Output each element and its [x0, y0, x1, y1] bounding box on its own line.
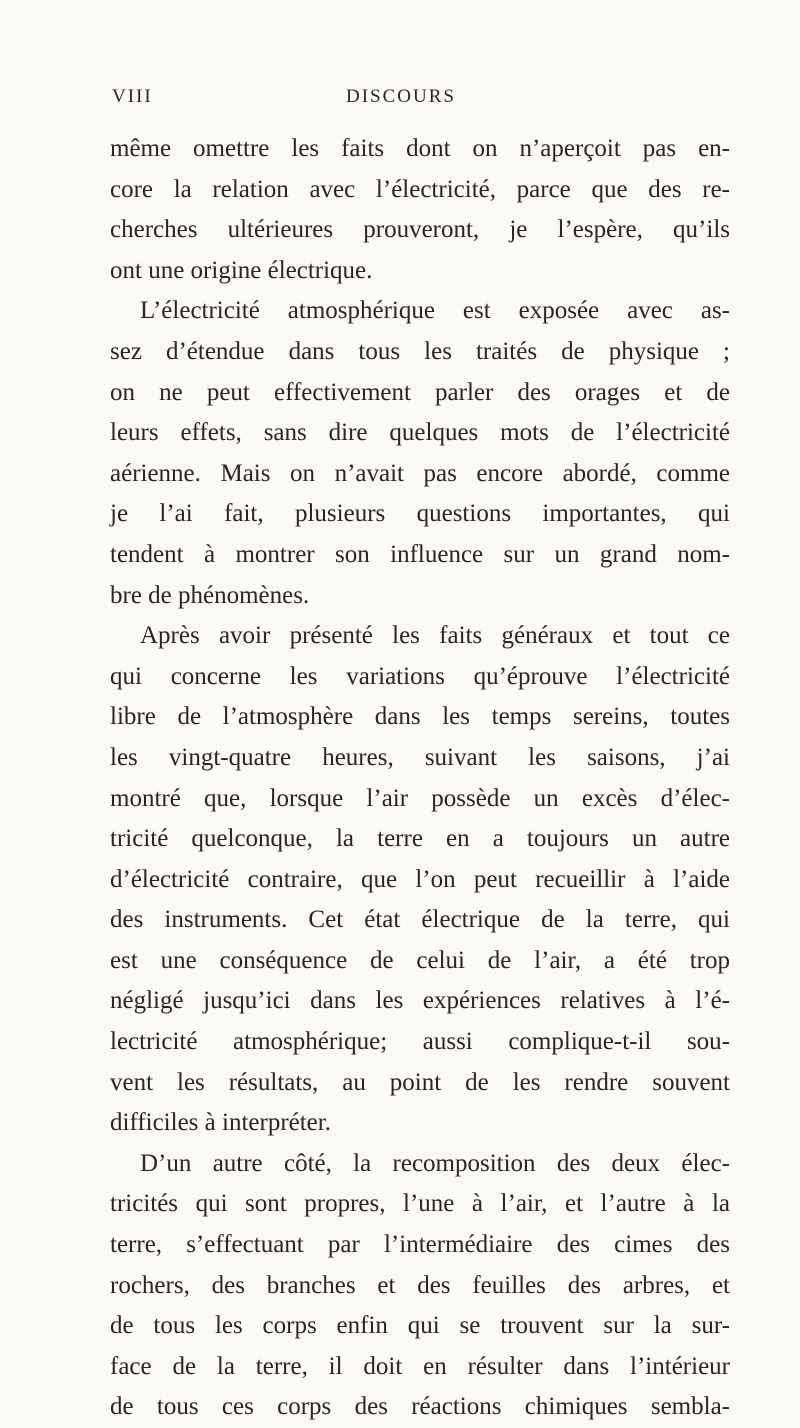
- running-title: DISCOURS: [346, 86, 456, 107]
- body-text: [110, 129, 730, 1428]
- text-line: difficiles à interpréter.: [110, 1109, 331, 1137]
- text-line: face de la terre, il doit en résulter dans l’intérieur: [110, 1352, 730, 1380]
- text-line: vent les résultats, au point de les rendre souvent: [110, 1068, 730, 1096]
- text-line: qui concerne les variations qu’éprouve l’électricité: [110, 662, 730, 690]
- page-number: VIII: [112, 86, 153, 107]
- text-line: de tous les corps enfin qui se trouvent sur la sur-: [110, 1312, 730, 1340]
- text-line: L’électricité atmosphérique est exposée avec as-: [140, 297, 730, 325]
- text-line: je l’ai fait, plusieurs questions importantes, qui: [110, 500, 730, 528]
- text-line: lectricité atmosphérique; aussi complique-t-il sou-: [110, 1028, 730, 1056]
- text-line: rochers, des branches et des feuilles des arbres, et: [110, 1271, 730, 1299]
- text-line: tricités qui sont propres, l’une à l’air, et l’autre à la: [110, 1190, 730, 1218]
- text-line: cherches ultérieures prouveront, je l’espère, qu’ils: [110, 216, 730, 244]
- text-line: aérienne. Mais on n’avait pas encore abordé, comme: [110, 459, 730, 487]
- text-line: même omettre les faits dont on n’aperçoit pas en-: [110, 135, 730, 162]
- text-line: négligé jusqu’ici dans les expériences relatives à l’é-: [110, 987, 730, 1015]
- text-line: tendent à montrer son influence sur un grand nom-: [110, 540, 730, 568]
- running-head: [112, 86, 712, 116]
- text-line: terre, s’effectuant par l’intermédiaire des cimes des: [110, 1231, 730, 1259]
- text-line: Après avoir présenté les faits généraux et tout ce: [140, 622, 730, 650]
- text-line: des instruments. Cet état électrique de la terre, qui: [110, 906, 730, 934]
- text-line: est une conséquence de celui de l’air, a été trop: [110, 946, 730, 974]
- text-line: bre de phénomènes.: [110, 581, 310, 609]
- text-line: on ne peut effectivement parler des orages et de: [110, 378, 730, 406]
- text-line: sez d’étendue dans tous les traités de physique ;: [110, 337, 730, 365]
- text-line: les vingt-quatre heures, suivant les saisons, j’ai: [110, 743, 730, 771]
- text-line: libre de l’atmosphère dans les temps sereins, toutes: [110, 703, 730, 731]
- text-line: tricité quelconque, la terre en a toujours un autre: [110, 825, 730, 853]
- text-line: montré que, lorsque l’air possède un excès d’élec-: [110, 784, 730, 812]
- text-line: de tous ces corps des réactions chimiques sembla-: [110, 1393, 730, 1421]
- text-line: d’électricité contraire, que l’on peut recueillir à l’aide: [110, 865, 730, 893]
- text-line: D’un autre côté, la recomposition des deux élec-: [140, 1149, 730, 1177]
- text-line: core la relation avec l’électricité, parce que des re-: [110, 175, 730, 203]
- text-line: leurs effets, sans dire quelques mots de l’électricité: [110, 419, 730, 447]
- text-line: ont une origine électrique.: [110, 256, 373, 284]
